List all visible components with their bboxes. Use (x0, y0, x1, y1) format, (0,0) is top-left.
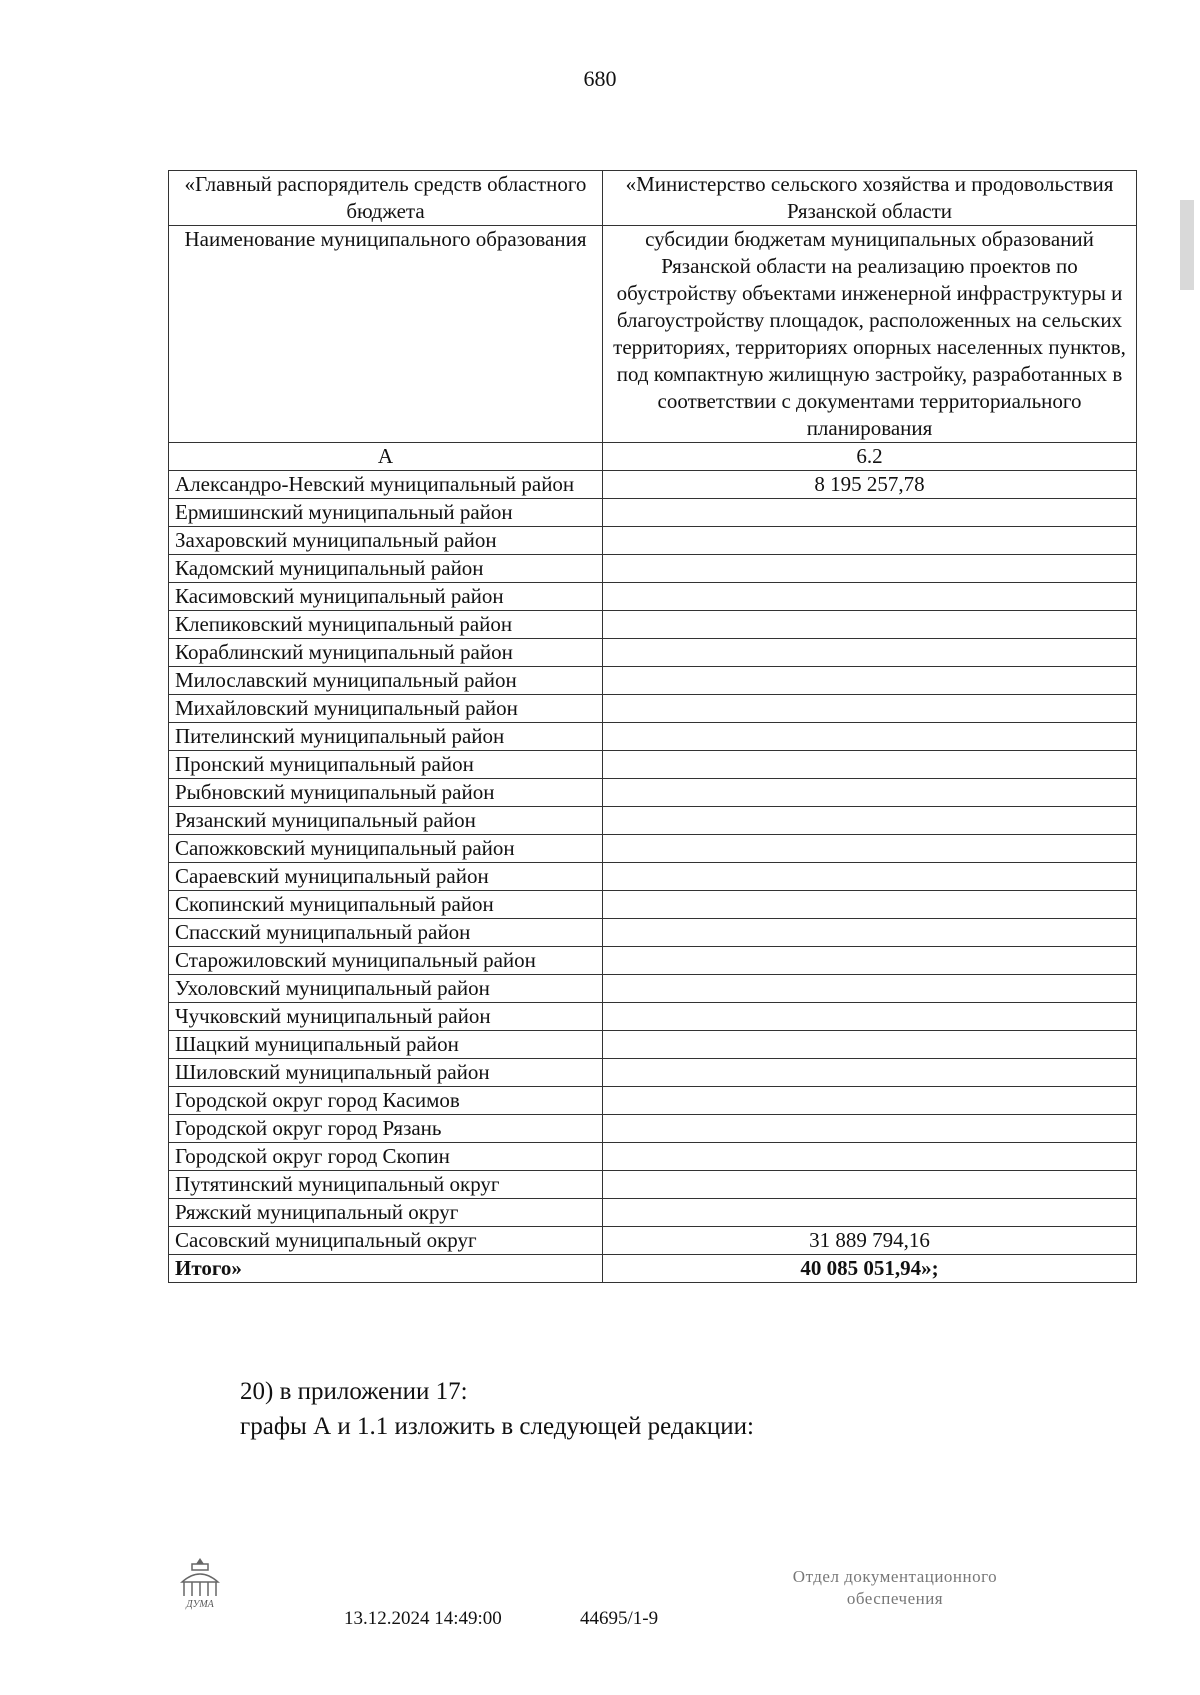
table-row (169, 667, 1137, 695)
municipality-name: Сасовский муниципальный округ (169, 1227, 603, 1255)
municipality-name: Клепиковский муниципальный район (169, 611, 603, 639)
municipality-name: Шацкий муниципальный район (169, 1031, 603, 1059)
footer-doc-number: 44695/1-9 (580, 1608, 659, 1629)
table-row (169, 947, 1137, 975)
municipality-name: Городской округ город Скопин (169, 1143, 603, 1171)
subsidy-amount (603, 527, 1137, 555)
table-row (169, 1115, 1137, 1143)
footer-timestamp: 13.12.2024 14:49:00 (344, 1608, 502, 1629)
subsidy-amount (603, 863, 1137, 891)
table-row (169, 527, 1137, 555)
header-distributor-label: «Главный распорядитель средств областного бюджета (169, 171, 603, 226)
subsidy-table (168, 170, 1137, 1283)
municipality-name: Ермишинский муниципальный район (169, 499, 603, 527)
table-row (169, 975, 1137, 1003)
municipality-name: Михайловский муниципальный район (169, 695, 603, 723)
subsidy-amount (603, 1031, 1137, 1059)
total-row (169, 1255, 1137, 1283)
column-code-6-2: 6.2 (603, 443, 1137, 471)
subsidy-amount (603, 639, 1137, 667)
duma-emblem-icon (170, 1552, 230, 1612)
subsidy-amount (603, 1087, 1137, 1115)
subsidy-amount (603, 1059, 1137, 1087)
table-row (169, 723, 1137, 751)
subsidy-amount (603, 1171, 1137, 1199)
municipality-name: Ряжский муниципальный округ (169, 1199, 603, 1227)
municipality-name: Шиловский муниципальный район (169, 1059, 603, 1087)
municipality-name: Городской округ город Рязань (169, 1115, 603, 1143)
table-row (169, 639, 1137, 667)
subsidy-amount (603, 1143, 1137, 1171)
table-row (169, 779, 1137, 807)
table-row (169, 919, 1137, 947)
municipality-name: Пронский муниципальный район (169, 751, 603, 779)
table-row (169, 835, 1137, 863)
table-row (169, 1199, 1137, 1227)
municipality-name: Сапожковский муниципальный район (169, 835, 603, 863)
municipality-name: Милославский муниципальный район (169, 667, 603, 695)
table-row (169, 583, 1137, 611)
table-row (169, 1031, 1137, 1059)
table-row (169, 1059, 1137, 1087)
scan-edge-mark (1180, 200, 1194, 290)
column-code-a: А (169, 443, 603, 471)
table-row (169, 1227, 1137, 1255)
table-row (169, 891, 1137, 919)
municipality-name: Александро-Невский муниципальный район (169, 471, 603, 499)
municipality-name: Касимовский муниципальный район (169, 583, 603, 611)
municipality-name: Скопинский муниципальный район (169, 891, 603, 919)
table-row (169, 471, 1137, 499)
subsidy-amount (603, 807, 1137, 835)
column-codes-row (169, 443, 1137, 471)
table-row (169, 611, 1137, 639)
page-number: 680 (583, 66, 617, 91)
municipality-name: Захаровский муниципальный район (169, 527, 603, 555)
table-row (169, 1087, 1137, 1115)
table-row (169, 1143, 1137, 1171)
subsidy-amount (603, 1003, 1137, 1031)
municipality-name: Чучковский муниципальный район (169, 1003, 603, 1031)
header-row-names (169, 226, 1137, 443)
table-row (169, 1003, 1137, 1031)
municipality-name: Ухоловский муниципальный район (169, 975, 603, 1003)
subsidy-amount (603, 583, 1137, 611)
subsidy-amount (603, 835, 1137, 863)
header-distributor-value: «Министерство сельского хозяйства и продовольствия Рязанской области (603, 171, 1137, 226)
amendment-item-20: 20) в приложении 17: (240, 1378, 468, 1405)
municipality-name: Кадомский муниципальный район (169, 555, 603, 583)
table-row (169, 863, 1137, 891)
subsidy-amount (603, 667, 1137, 695)
municipality-name: Сараевский муниципальный район (169, 863, 603, 891)
header-row-distributor (169, 171, 1137, 226)
total-amount: 40 085 051,94»; (603, 1255, 1137, 1283)
subsidy-amount (603, 1199, 1137, 1227)
subsidy-amount (603, 555, 1137, 583)
table-row (169, 695, 1137, 723)
municipality-name: Старожиловский муниципальный район (169, 947, 603, 975)
subsidy-amount (603, 779, 1137, 807)
municipality-name: Городской округ город Касимов (169, 1087, 603, 1115)
subsidy-amount (603, 611, 1137, 639)
table-row (169, 751, 1137, 779)
table-row (169, 1171, 1137, 1199)
subsidy-amount (603, 499, 1137, 527)
subsidy-amount (603, 723, 1137, 751)
municipality-name: Рязанский муниципальный район (169, 807, 603, 835)
table-row (169, 807, 1137, 835)
amendment-instruction: графы А и 1.1 изложить в следующей редакции: (240, 1413, 754, 1440)
municipality-name: Спасский муниципальный район (169, 919, 603, 947)
subsidy-amount (603, 919, 1137, 947)
subsidy-amount (603, 947, 1137, 975)
municipality-name: Кораблинский муниципальный район (169, 639, 603, 667)
department-stamp: Отдел документационного обеспечения (792, 1567, 998, 1608)
subsidy-amount (603, 1115, 1137, 1143)
stamp-text: ДУМА (186, 1599, 214, 1610)
table-row (169, 555, 1137, 583)
header-subsidy-label: субсидии бюджетам муниципальных образований Рязанской области на реализацию проектов по обустройству объектами инженерной инфраструктуры и благоустройству площадок, расположенных на сельских территориях, территориях опорных населенных пунктов, под компактную жилищную застройку, разработанных в соответствии с документами территориального планирования (603, 226, 1137, 443)
total-label: Итого» (169, 1255, 603, 1283)
header-municipality-label: Наименование муниципального образования (169, 226, 603, 443)
subsidy-amount (603, 891, 1137, 919)
subsidy-amount: 31 889 794,16 (603, 1227, 1137, 1255)
subsidy-amount (603, 695, 1137, 723)
municipality-name: Путятинский муниципальный округ (169, 1171, 603, 1199)
table-row (169, 499, 1137, 527)
subsidy-amount: 8 195 257,78 (603, 471, 1137, 499)
municipality-name: Пителинский муниципальный район (169, 723, 603, 751)
subsidy-amount (603, 751, 1137, 779)
municipality-name: Рыбновский муниципальный район (169, 779, 603, 807)
subsidy-amount (603, 975, 1137, 1003)
